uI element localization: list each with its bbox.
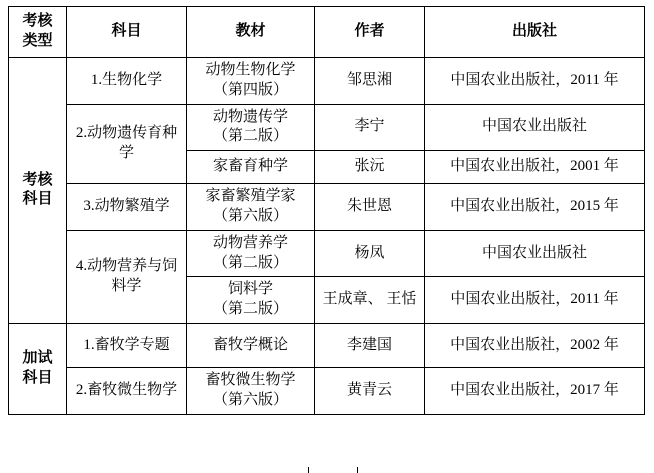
- header-cell-subject: 科目: [67, 7, 187, 58]
- book-cell: [187, 104, 315, 151]
- subject-line2: 料学: [111, 277, 142, 294]
- book-line2: （第六版）: [212, 207, 288, 224]
- press-cell: 中国农业出版社，2015 年: [425, 184, 645, 231]
- book-line2: （第四版）: [212, 81, 288, 98]
- header-type-line1: 考核: [22, 13, 53, 30]
- press-cell: 中国农业出版社，2001 年: [425, 151, 645, 184]
- header-type-line2: 类型: [22, 33, 53, 49]
- header-cell-type: [9, 7, 67, 58]
- subject-cell: [67, 104, 187, 184]
- book-cell: [187, 184, 315, 231]
- book-cell: [187, 58, 315, 105]
- author-cell: 朱世恩: [315, 184, 425, 231]
- book-cell: [187, 230, 315, 277]
- press-cell: 中国农业出版社，2011 年: [425, 277, 645, 324]
- author-cell: 李宁: [315, 104, 425, 151]
- author-cell: 张沅: [315, 151, 425, 184]
- group2-type-line2: 科目: [22, 369, 53, 386]
- book-line2: （第六版）: [212, 391, 288, 408]
- book-line1: 饲料学: [227, 281, 273, 298]
- table-row: [9, 184, 645, 231]
- subject-line1: 4.动物营养与饲: [75, 258, 178, 275]
- book-line2: （第二版）: [212, 301, 288, 318]
- header-cell-book: 教材: [187, 7, 315, 58]
- subject-cell: [67, 230, 187, 323]
- book-cell: [187, 277, 315, 324]
- table-continuation-stub: [0, 467, 654, 473]
- group1-type-line1: 考核: [22, 171, 53, 188]
- press-cell: 中国农业出版社，2017 年: [425, 367, 645, 414]
- author-cell: 杨凤: [315, 230, 425, 277]
- book-line1: 家畜繁殖学家: [205, 188, 296, 205]
- author-cell: 黄青云: [315, 367, 425, 414]
- subject-line1: 2.动物遗传育种: [75, 125, 178, 142]
- subject-cell: 1.畜牧学专题: [67, 323, 187, 367]
- exam-subjects-table: [8, 6, 645, 415]
- book-cell: 家畜育种学: [187, 151, 315, 184]
- book-line2: （第二版）: [212, 254, 288, 271]
- table-row: [9, 230, 645, 277]
- subject-cell: 3.动物繁殖学: [67, 184, 187, 231]
- book-line1: 动物遗传学: [212, 108, 288, 125]
- header-cell-press: 出版社: [425, 7, 645, 58]
- book-line2: （第二版）: [212, 128, 288, 145]
- subject-line2: 学: [118, 144, 134, 161]
- author-cell: 王成章、 王恬: [315, 277, 425, 324]
- book-line1: 畜牧微生物学: [205, 371, 296, 388]
- subject-cell: 1.生物化学: [67, 58, 187, 105]
- book-line1: 动物生物化学: [205, 62, 296, 78]
- table-header-row: [9, 7, 645, 58]
- author-cell: 邹思湘: [315, 58, 425, 105]
- table-row: [9, 323, 645, 367]
- book-cell: [187, 367, 315, 414]
- press-cell: 中国农业出版社，2002 年: [425, 323, 645, 367]
- book-cell: 畜牧学概论: [187, 323, 315, 367]
- author-cell: 李建国: [315, 323, 425, 367]
- table-row: [9, 367, 645, 414]
- group-type-cell-2: [9, 323, 67, 414]
- press-cell: 中国农业出版社: [425, 230, 645, 277]
- group1-type-line2: 科目: [22, 191, 53, 208]
- header-cell-author: 作者: [315, 7, 425, 58]
- group-type-cell-1: [9, 58, 67, 324]
- press-cell: 中国农业出版社，2011 年: [425, 58, 645, 105]
- group2-type-line1: 加试: [22, 349, 53, 366]
- table-row: [9, 58, 645, 105]
- table-row: [9, 104, 645, 151]
- press-cell: 中国农业出版社: [425, 104, 645, 151]
- subject-cell: 2.畜牧微生物学: [67, 367, 187, 414]
- book-line1: 动物营养学: [212, 234, 288, 251]
